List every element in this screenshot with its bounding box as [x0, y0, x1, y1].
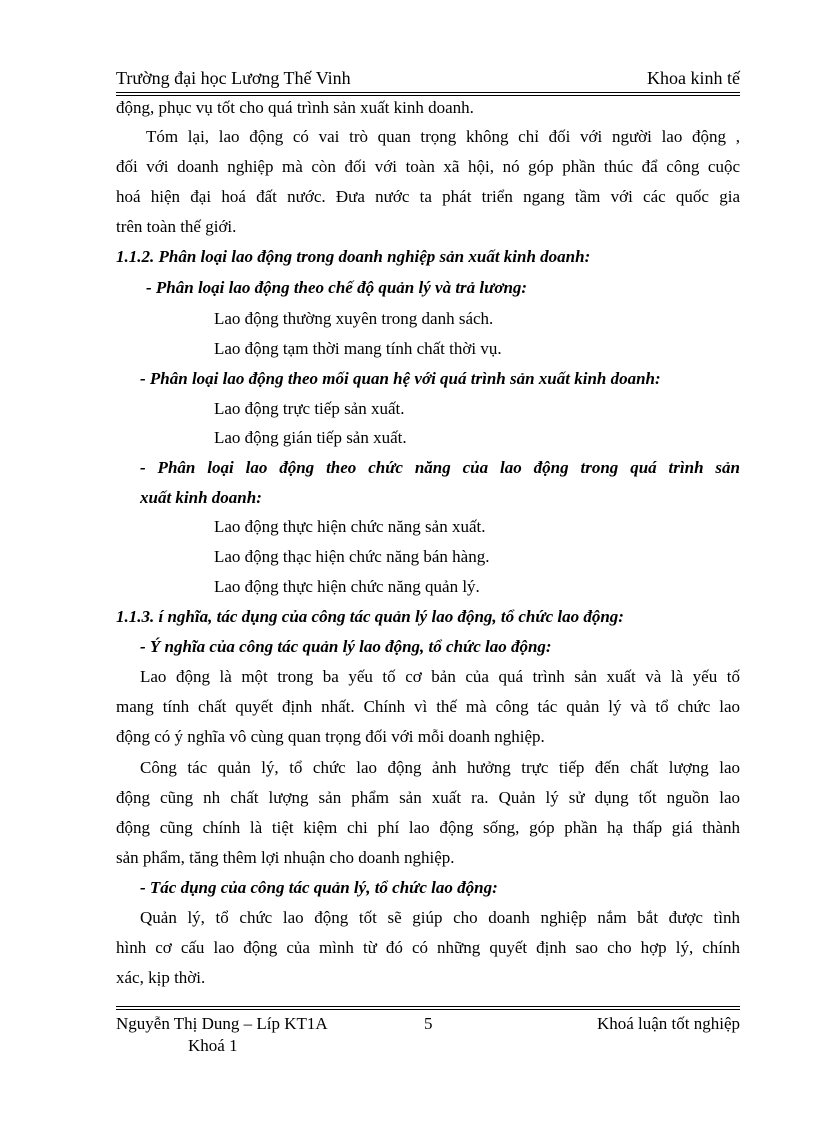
footer-right: Khoá luận tốt nghiệp — [596, 1014, 740, 1033]
section-heading-113: 1.1.3. í nghĩa, tác dụng của công tác quản lý lao động, tổ chức lao động: — [116, 607, 624, 626]
summary-line-1: Tóm lại, lao động có vai trò quan trọng không chỉ đối với người lao động , — [146, 127, 740, 146]
header-rule-bottom — [116, 95, 740, 96]
class3-item: Lao động thực hiện chức năng quản lý. — [214, 577, 480, 596]
class3-title-line-2: xuất kinh doanh: — [140, 488, 262, 507]
summary-line-2: đối với doanh nghiệp mà còn đối với toàn xã hội, nó góp phần thúc đẩ công cuộc — [116, 157, 740, 176]
class3-item: Lao động thạc hiện chức năng bán hàng. — [214, 547, 490, 566]
meaning-para2-line-2: động cũng nh chất lượng sản phẩm sản xuất ra. Quản lý sử dụng tốt nguồn lao — [116, 788, 740, 807]
header-right: Khoa kinh tế — [647, 68, 740, 88]
class3-title-line-1: - Phân loại lao động theo chức năng của lao động trong quá trình sản — [140, 458, 740, 477]
header-left: Trường đại học Lương Thế Vinh — [116, 68, 351, 88]
class1-item: Lao động tạm thời mang tính chất thời vụ. — [214, 339, 502, 358]
meaning-para1-line-2: mang tính chất quyết định nhất. Chính vì thế mà công tác quản lý và tổ chức lao — [116, 697, 740, 716]
header-rule-top — [116, 92, 740, 93]
meaning-para1-line-3: động có ý nghĩa vô cùng quan trọng đối với mỗi doanh nghiệp. — [116, 727, 545, 746]
effect-title: - Tác dụng của công tác quản lý, tổ chức lao động: — [140, 878, 498, 897]
class1-title: - Phân loại lao động theo chế độ quản lý và trả lương: — [146, 278, 528, 297]
meaning-para1-line-1: Lao động là một trong ba yếu tố cơ bản của quá trình sản xuất và là yếu tố — [140, 667, 740, 686]
class3-item: Lao động thực hiện chức năng sản xuất. — [214, 517, 486, 536]
footer-page-number: 5 — [424, 1014, 433, 1033]
class2-title: - Phân loại lao động theo mối quan hệ với quá trình sản xuất kinh doanh: — [140, 369, 661, 388]
footer-author: Nguyễn Thị Dung – Líp KT1A — [116, 1014, 328, 1033]
class2-item: Lao động gián tiếp sản xuất. — [214, 428, 407, 447]
footer-rule-bottom — [116, 1009, 740, 1010]
class1-item: Lao động thường xuyên trong danh sách. — [214, 309, 494, 328]
summary-line-3: hoá hiện đại hoá đất nước. Đưa nước ta phát triển ngang tầm với các quốc gia — [116, 187, 740, 206]
body-line-1: động, phục vụ tốt cho quá trình sản xuất kinh doanh. — [116, 98, 474, 117]
meaning-para2-line-3: động cũng chính là tiệt kiệm chi phí lao động sống, góp phần hạ thấp giá thành — [116, 818, 740, 837]
effect-para-line-2: hình cơ cấu lao động của mình từ đó có những quyết định sao cho hợp lý, chính — [116, 938, 740, 957]
summary-line-4: trên toàn thế giới. — [116, 217, 237, 236]
meaning-title: - Ý nghĩa của công tác quản lý lao động, tổ chức lao động: — [140, 637, 552, 656]
footer-cohort: Khoá 1 — [188, 1036, 238, 1055]
meaning-para2-line-4: sản phẩm, tăng thêm lợi nhuận cho doanh nghiệp. — [116, 848, 455, 867]
effect-para-line-1: Quản lý, tổ chức lao động tốt sẽ giúp cho doanh nghiệp nắm bắt được tình — [140, 908, 740, 927]
class2-item: Lao động trực tiếp sản xuất. — [214, 399, 405, 418]
footer-rule-top — [116, 1006, 740, 1007]
section-heading-112: 1.1.2. Phân loại lao động trong doanh nghiệp sản xuất kinh doanh: — [116, 247, 591, 266]
effect-para-line-3: xác, kịp thời. — [116, 968, 206, 987]
meaning-para2-line-1: Công tác quản lý, tổ chức lao động ảnh hưởng trực tiếp đến chất lượng lao — [140, 758, 740, 777]
